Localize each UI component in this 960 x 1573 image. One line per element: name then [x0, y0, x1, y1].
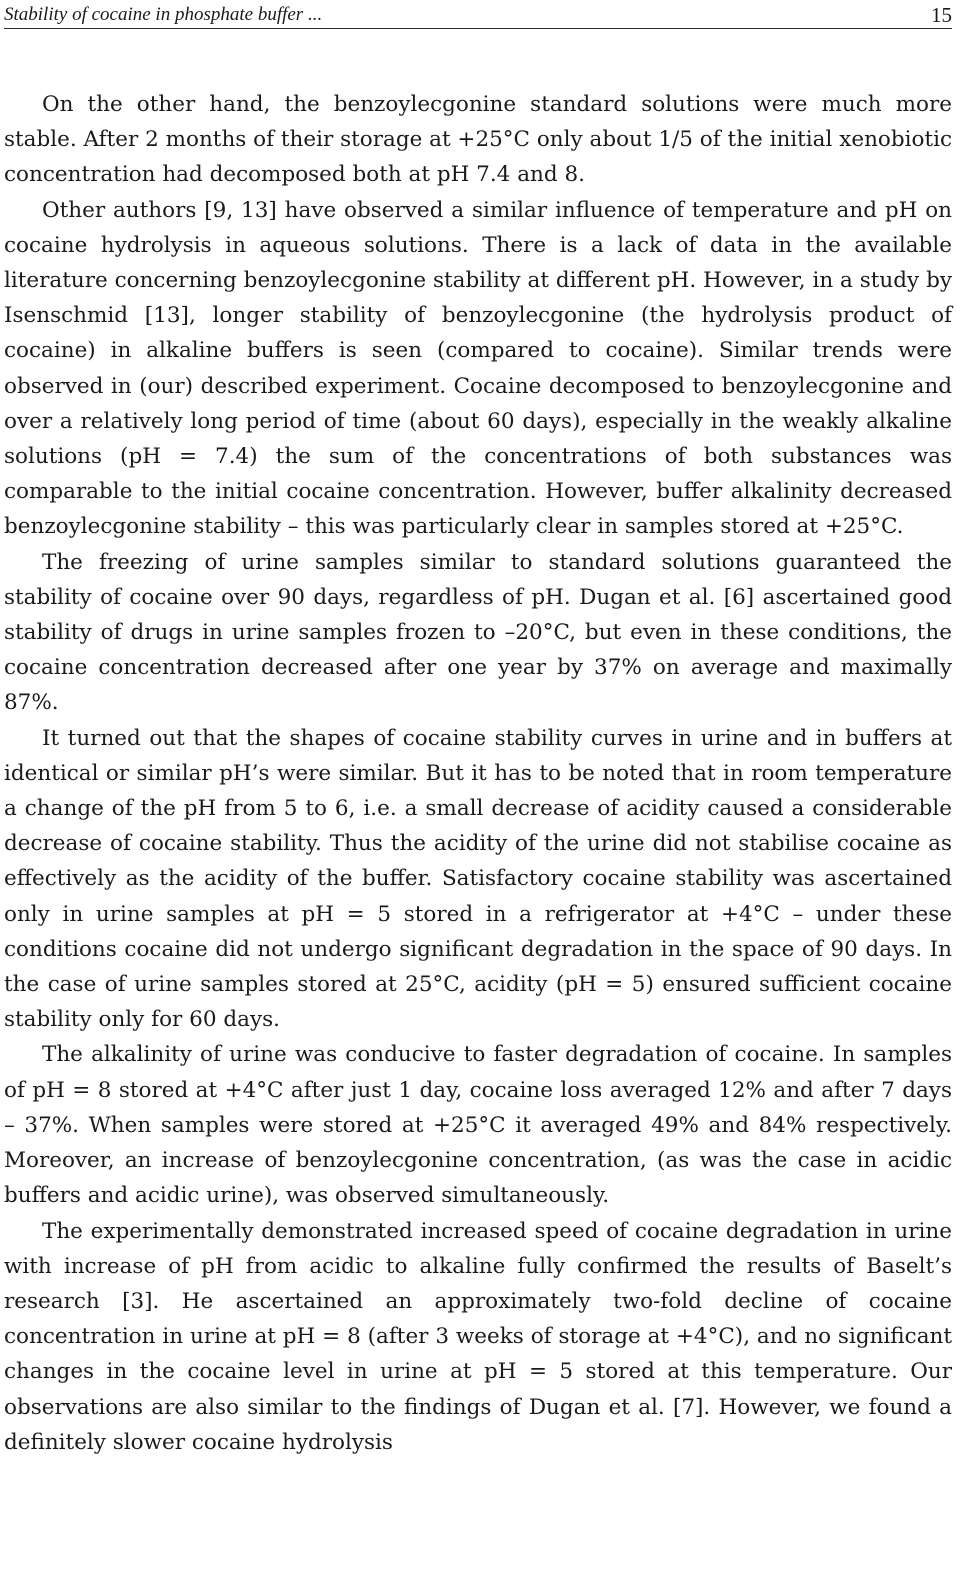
paragraph: On the other hand, the benzoylecgonine standard solutions were much more stable. After 2 months of their storage at +25°C only about 1/5 of the initial xenobiotic concentration had decomposed both at pH 7.4 and 8.: [4, 92, 952, 188]
page-header: [4, 2, 952, 29]
page-number: 15: [931, 3, 952, 27]
running-title: Stability of cocaine in phosphate buffer ...: [4, 4, 323, 25]
paragraph: The freezing of urine samples similar to standard solutions guaranteed the stability of cocaine over 90 days, regardless of pH. Dugan et al. [6] ascertained good stability of drugs in urine samples frozen to –20°C, but even in these conditions, the cocaine concentration decreased after one year by 37% on average and maximally 87%.: [4, 549, 952, 716]
paragraph: The alkalinity of urine was conducive to faster degradation of cocaine. In samples of pH = 8 stored at +4°C after just 1 day, cocaine loss averaged 12% and after 7 days – 37%. When samples were stored at +25°C it averaged 49% and 84% respectively. Moreover, an increase of benzoylecgonine concentration, (as was the case in acidic buffers and acidic urine), was observed simultaneously.: [4, 1042, 952, 1209]
paragraph: Other authors [9, 13] have observed a similar influence of temperature and pH on cocaine hydrolysis in aqueous solutions. There is a lack of data in the available literature concerning benzoylecgonine stability at different pH. However, in a study by Isenschmid [13], longer stability of benzoylecgonine (the hydrolysis product of cocaine) in alkaline buffers is seen (compared to cocaine). Similar trends were observed in (our) described experiment. Cocaine decomposed to benzoylecgonine and over a relatively long period of time (about 60 days), especially in the weakly alkaline solutions (pH = 7.4) the sum of the concentrations of both substances was comparable to the initial cocaine concentration. However, buffer alkalinity decreased benzoylecgonine stability – this was particularly clear in samples stored at +25°C.: [4, 197, 952, 540]
body-text: [4, 87, 952, 1460]
paragraph: The experimentally demonstrated increased speed of cocaine degradation in urine with increase of pH from acidic to alkaline fully confirmed the results of Baselt’s research [3]. He ascertained an approximately two-fold decline of cocaine concentration in urine at pH = 8 (after 3 weeks of storage at +4°C), and no significant changes in the cocaine level in urine at pH = 5 stored at this temperature. Our observations are also similar to the findings of Dugan et al. [7]. However, we found a definitely slower cocaine hydrolysis: [4, 1218, 952, 1455]
paragraph: It turned out that the shapes of cocaine stability curves in urine and in buffers at identical or similar pH’s were similar. But it has to be noted that in room temperature a change of the pH from 5 to 6, i.e. a small decrease of acidity caused a considerable decrease of cocaine stability. Thus the acidity of the urine did not stabilise cocaine as effectively as the acidity of the buffer. Satisfactory cocaine stability was ascertained only in urine samples at pH = 5 stored in a refrigerator at +4°C – under these conditions cocaine did not undergo significant degradation in the space of 90 days. In the case of urine samples stored at 25°C, acidity (pH = 5) ensured sufficient cocaine stability only for 60 days.: [4, 725, 952, 1033]
